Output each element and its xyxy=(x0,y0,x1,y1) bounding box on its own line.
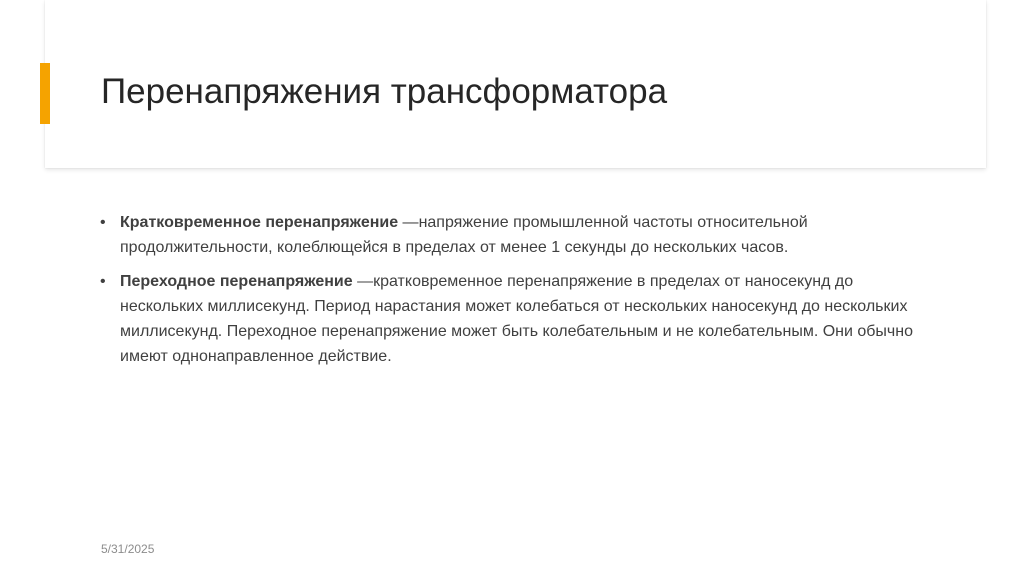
slide-title: Перенапряжения трансформатора xyxy=(101,72,668,111)
bullet-icon: • xyxy=(100,214,106,231)
bullet-dash: — xyxy=(352,273,374,290)
bullet-dash: — xyxy=(398,214,419,231)
accent-bar xyxy=(40,63,50,124)
bullet-text: кратковременное перенапряжение в пределах от наносекунд до нескольких миллисекунд. Период нарастания может колебаться от нескольких наносекунд до нескольких миллисекунд. Переходное перенапряжение может быть колебательным и не колебательным. Они обычно имеют однонаправленное действие. xyxy=(120,273,913,365)
bullet-text: напряжение промышленной частоты относительной продолжительности, колеблющейся в пределах от менее 1 секунды до нескольких часов. xyxy=(120,214,808,256)
bullet-icon: • xyxy=(100,273,106,290)
list-item xyxy=(100,269,940,369)
list-item xyxy=(100,210,940,260)
bullet-list xyxy=(100,210,940,378)
bullet-term: Переходное перенапряжение xyxy=(120,273,353,290)
footer-date: 5/31/2025 xyxy=(101,542,155,556)
bullet-term: Кратковременное перенапряжение xyxy=(120,214,399,231)
